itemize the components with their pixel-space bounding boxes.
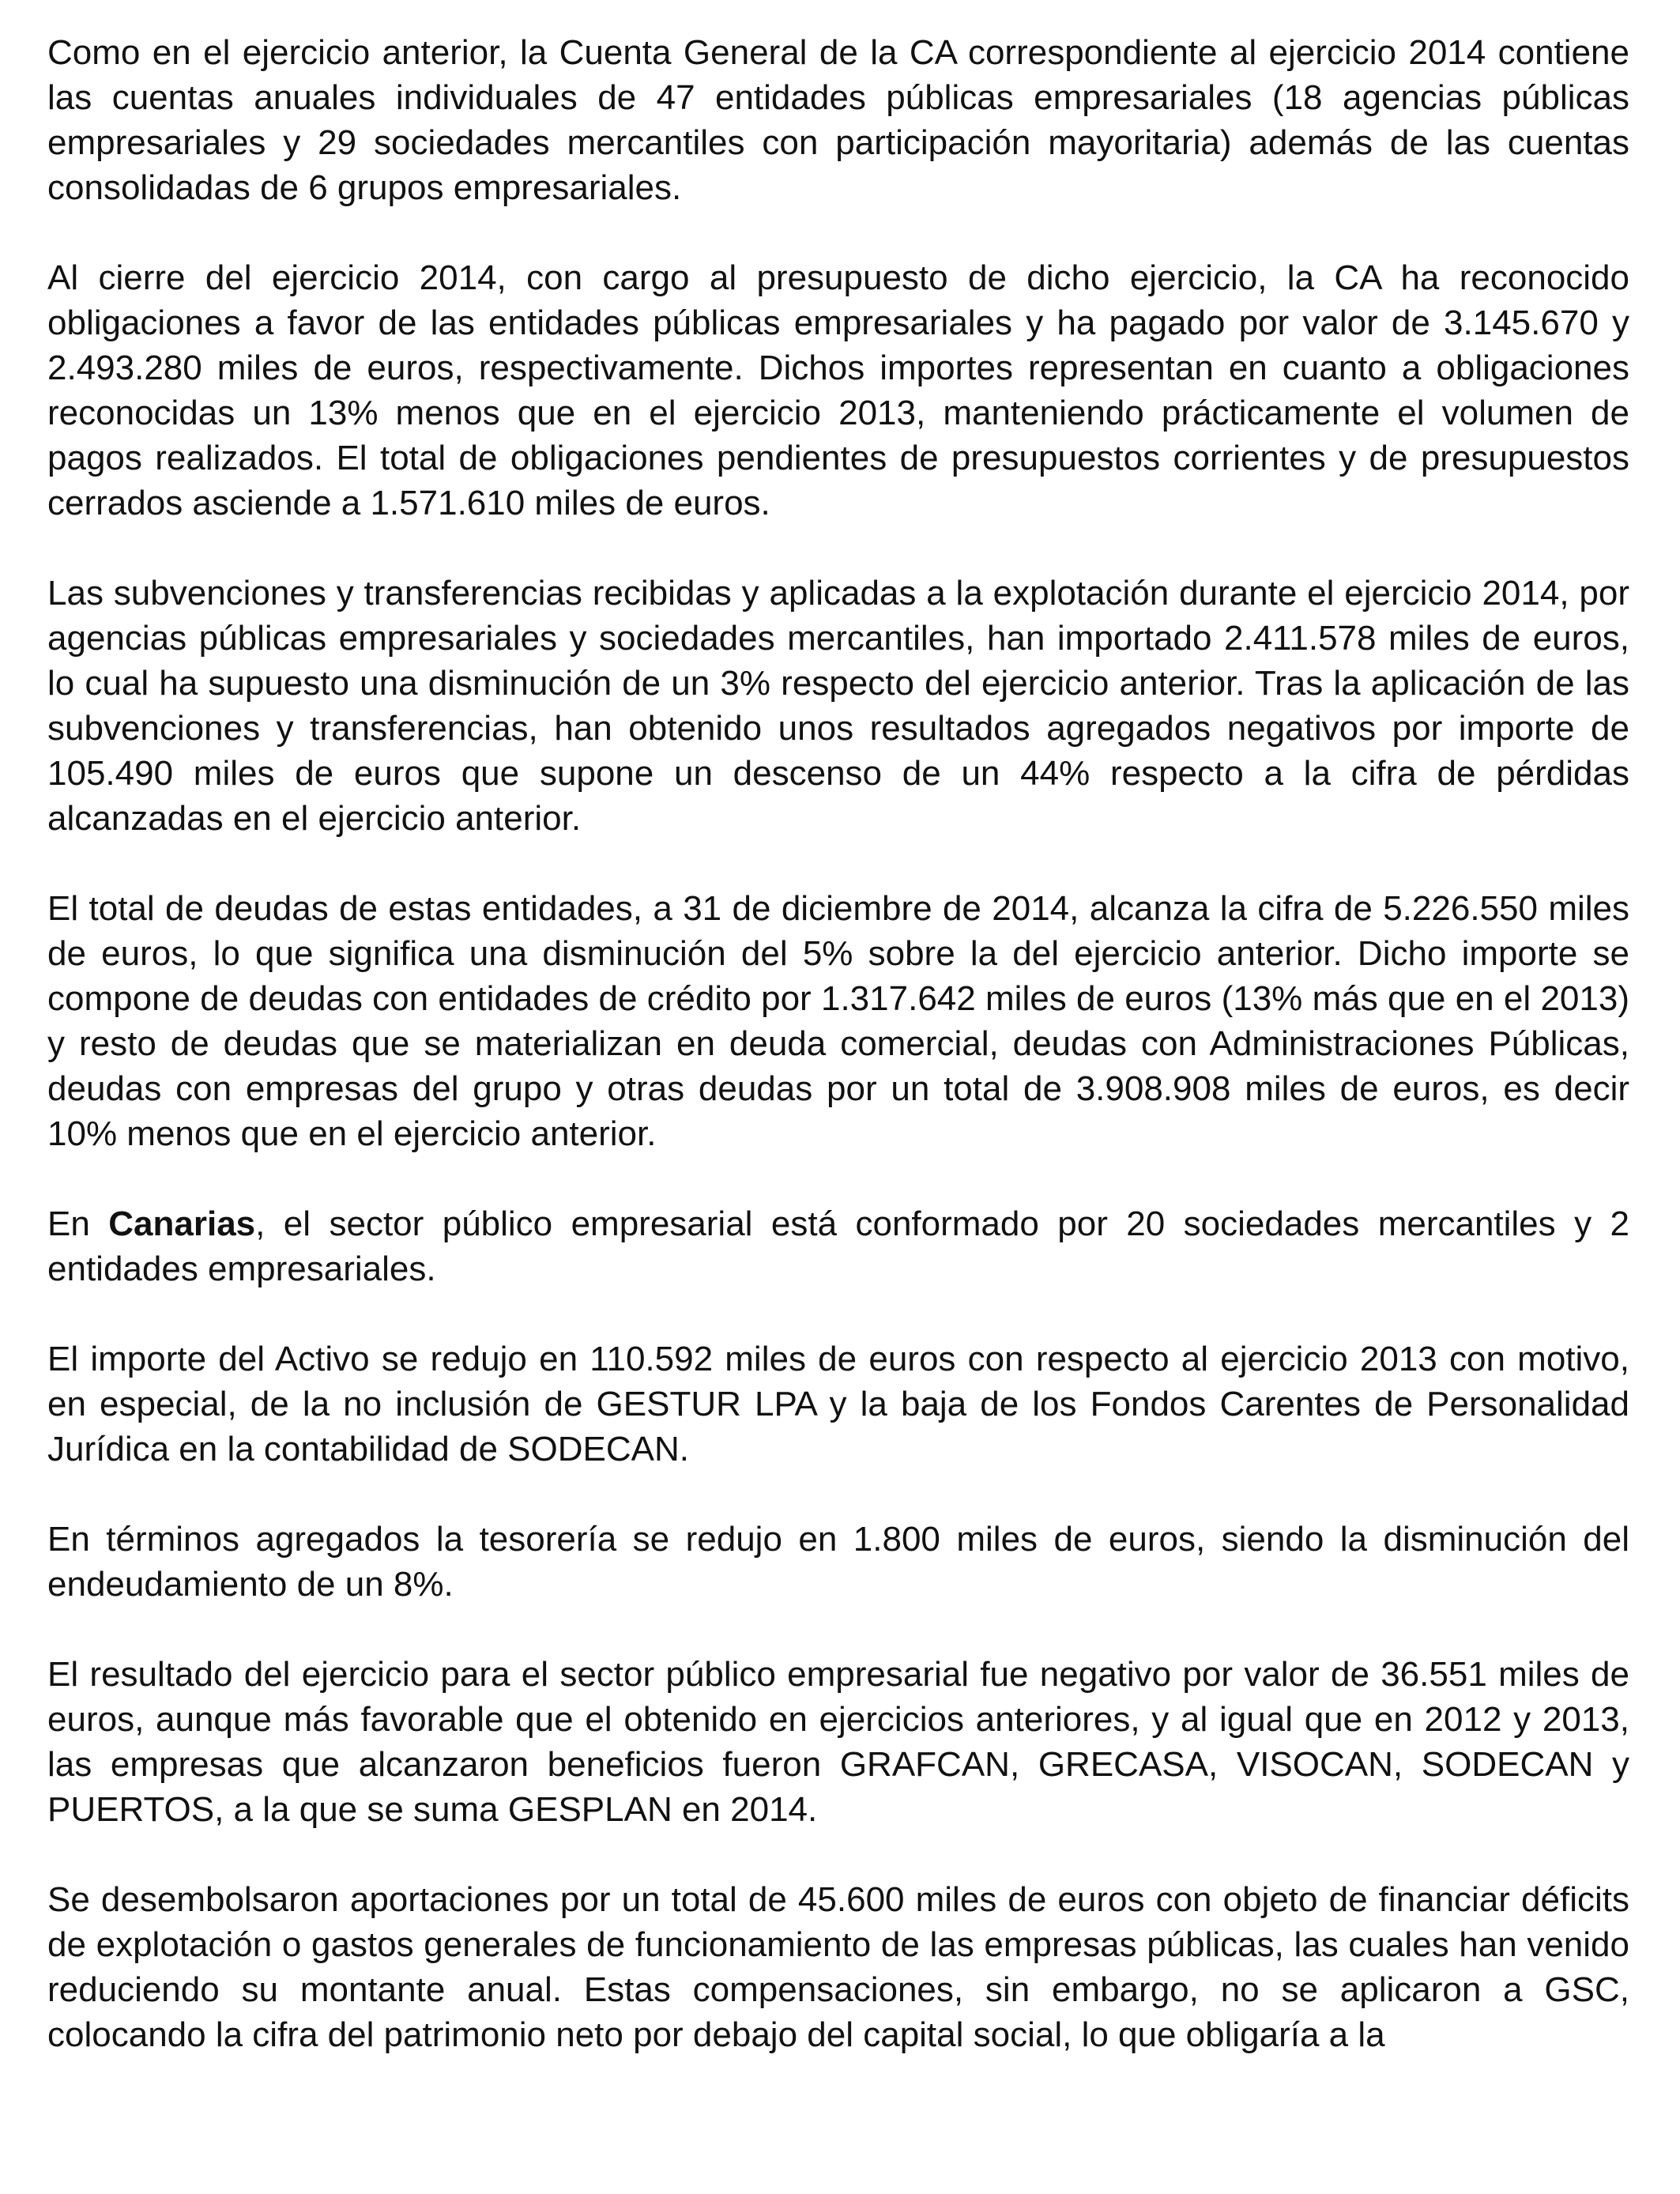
document-page xyxy=(47,30,1629,2057)
canarias-prefix: En xyxy=(47,1204,109,1243)
paragraph-aportaciones: Se desembolsaron aportaciones por un total de 45.600 miles de euros con objeto de financiar déficits de explotación o gastos generales de funcionamiento de las empresas públicas, las cuales han venido reduciendo su montante anual. Estas compensaciones, sin embargo, no se aplicaron a GSC, colocando la cifra del patrimonio neto por debajo del capital social, lo que obligaría a la xyxy=(47,1880,1629,2054)
paragraph-cuenta-general: Como en el ejercicio anterior, la Cuenta General de la CA correspondiente al ejercicio 2014 contiene las cuentas anuales individuales de 47 entidades públicas empresariales (18 agencias públicas empresariales y 29 sociedades mercantiles con participación mayoritaria) además de las cuentas consolidadas de 6 grupos empresariales. xyxy=(47,33,1629,207)
paragraph-resultado: El resultado del ejercicio para el sector público empresarial fue negativo por valor de 36.551 miles de euros, aunque más favorable que el obtenido en ejercicios anteriores, y al igual que en 2012 y 2013, las empresas que alcanzaron beneficios fueron GRAFCAN, GRECASA, VISOCAN, SODECAN y PUERTOS, a la que se suma GESPLAN en 2014. xyxy=(47,1655,1629,1829)
paragraph-subvenciones: Las subvenciones y transferencias recibidas y aplicadas a la explotación durante el ejercicio 2014, por agencias públicas empresariales y sociedades mercantiles, han importado 2.411.578 miles de euros, lo cual ha supuesto una disminución de un 3% respecto del ejercicio anterior. Tras la aplicación de las subvenciones y transferencias, han obtenido unos resultados agregados negativos por importe de 105.490 miles de euros que supone un descenso de un 44% respecto a la cifra de pérdidas alcanzadas en el ejercicio anterior. xyxy=(47,574,1629,838)
paragraph-activo: El importe del Activo se redujo en 110.592 miles de euros con respecto al ejercicio 2013 con motivo, en especial, de la no inclusión de GESTUR LPA y la baja de los Fondos Carentes de Personalidad Jurídica en la contabilidad de SODECAN. xyxy=(47,1340,1629,1468)
canarias-rest: , el sector público empresarial está conformado por 20 sociedades mercantiles y 2 entidades empresariales. xyxy=(47,1204,1629,1288)
canarias-bold: Canarias xyxy=(108,1204,256,1243)
paragraph-tesoreria: En términos agregados la tesorería se redujo en 1.800 miles de euros, siendo la disminución del endeudamiento de un 8%. xyxy=(47,1520,1629,1604)
paragraph-canarias xyxy=(47,1201,1629,1291)
paragraph-deudas: El total de deudas de estas entidades, a 31 de diciembre de 2014, alcanza la cifra de 5.226.550 miles de euros, lo que significa una disminución del 5% sobre la del ejercicio anterior. Dicho importe se compone de deudas con entidades de crédito por 1.317.642 miles de euros (13% más que en el 2013) y resto de deudas que se materializan en deuda comercial, deudas con Administraciones Públicas, deudas con empresas del grupo y otras deudas por un total de 3.908.908 miles de euros, es decir 10% menos que en el ejercicio anterior. xyxy=(47,889,1629,1153)
paragraph-obligaciones: Al cierre del ejercicio 2014, con cargo al presupuesto de dicho ejercicio, la CA ha reconocido obligaciones a favor de las entidades públicas empresariales y ha pagado por valor de 3.145.670 y 2.493.280 miles de euros, respectivamente. Dichos importes representan en cuanto a obligaciones reconocidas un 13% menos que en el ejercicio 2013, manteniendo prácticamente el volumen de pagos realizados. El total de obligaciones pendientes de presupuestos corrientes y de presupuestos cerrados asciende a 1.571.610 miles de euros. xyxy=(47,258,1629,522)
